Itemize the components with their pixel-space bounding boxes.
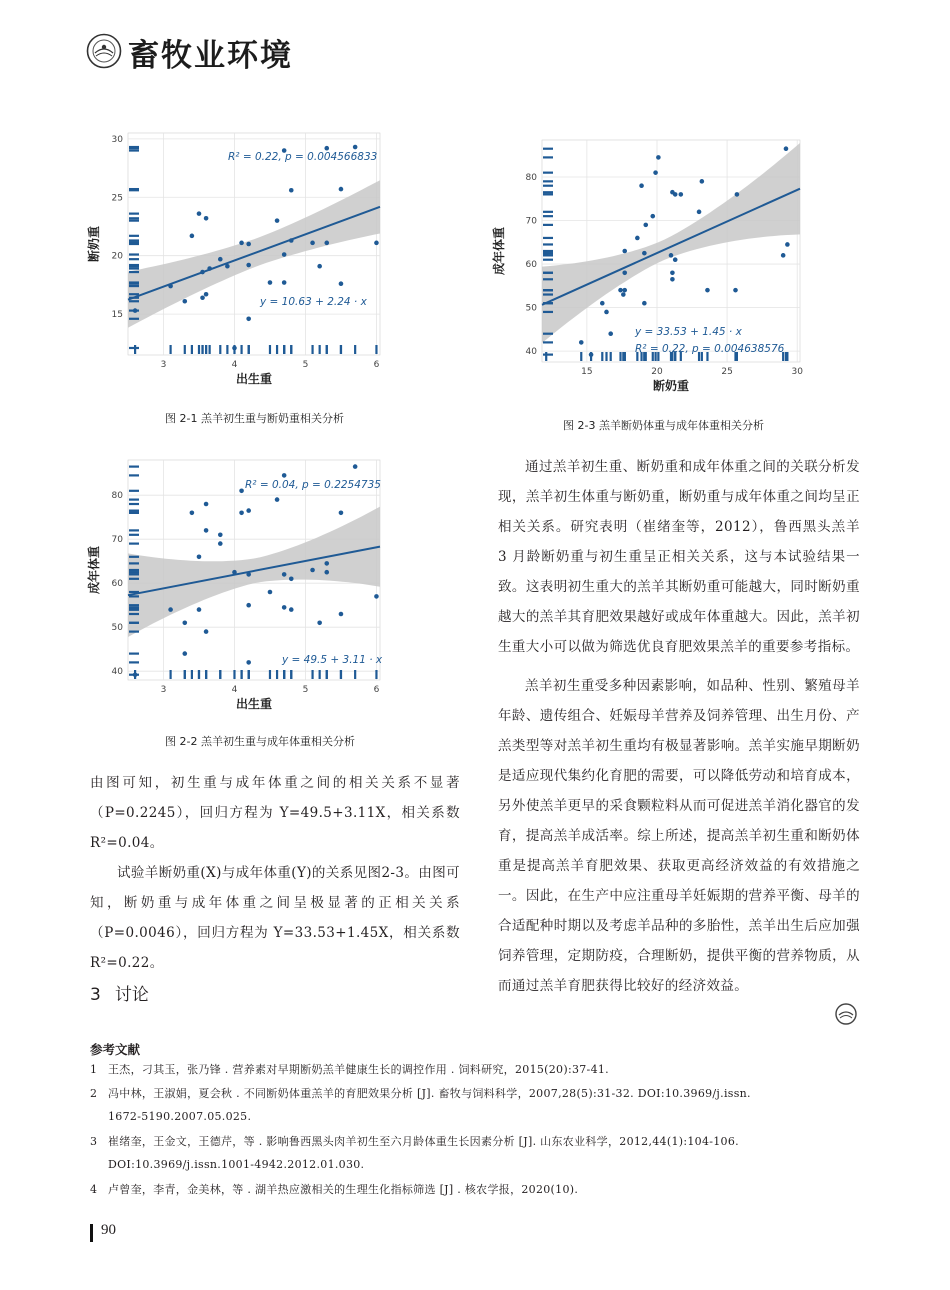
data-point <box>643 223 648 228</box>
data-point <box>200 270 205 275</box>
data-point <box>324 570 329 575</box>
caption-fig21: 图 2-1 羔羊初生重与断奶重相关分析 <box>165 412 344 425</box>
data-point <box>289 607 294 612</box>
data-point <box>207 266 212 271</box>
data-point <box>182 299 187 304</box>
x-axis-label: 出生重 <box>235 697 273 711</box>
data-point <box>218 257 223 262</box>
data-point <box>635 236 640 241</box>
x-axis-label: 出生重 <box>235 372 273 386</box>
data-point <box>781 253 786 258</box>
data-point <box>622 270 627 275</box>
data-point <box>239 489 244 494</box>
y-tick-label: 80 <box>525 173 537 183</box>
page-number-bar <box>90 1224 93 1242</box>
data-point <box>282 280 287 285</box>
data-point <box>168 607 173 612</box>
data-point <box>705 288 710 293</box>
reference-1: 1 王杰，刁其玉，张乃锋 . 营养素对早期断奶羔羊健康生长的调控作用 . 饲料研究，2015(20):37-41. <box>90 1063 609 1076</box>
x-tick-label: 6 <box>373 685 380 695</box>
data-point <box>232 346 237 351</box>
data-point <box>289 577 294 582</box>
data-point <box>197 607 202 612</box>
data-point <box>642 251 647 256</box>
data-point <box>785 242 790 247</box>
data-point <box>622 288 627 293</box>
data-point <box>673 192 678 197</box>
data-point <box>700 179 705 184</box>
data-point <box>600 301 605 306</box>
data-point <box>310 241 315 246</box>
y-axis-label: 断奶重 <box>87 225 101 263</box>
data-point <box>324 146 329 151</box>
left-text <box>90 768 460 978</box>
x-tick-label: 25 <box>721 367 733 377</box>
data-point <box>282 473 287 478</box>
x-tick-label: 4 <box>231 360 238 370</box>
chart-fig23 <box>492 130 815 410</box>
data-point <box>339 612 344 617</box>
data-point <box>735 192 740 197</box>
data-point <box>339 187 344 192</box>
data-point <box>218 533 223 538</box>
data-point <box>289 188 294 193</box>
y-tick-label: 15 <box>111 310 123 321</box>
caption-fig22: 图 2-2 羔羊初生重与成年体重相关分析 <box>165 735 355 748</box>
y-tick-label: 20 <box>111 251 123 262</box>
x-tick-label: 5 <box>302 360 309 370</box>
data-point <box>282 605 287 610</box>
end-mark-icon <box>835 1003 857 1025</box>
magazine-title: 畜牧业环境 <box>128 38 293 74</box>
data-point <box>239 241 244 246</box>
r-squared-p-value: R² = 0.04, p = 0.2254735 <box>245 479 381 491</box>
regression-equation: y = 33.53 + 1.45 · x <box>635 326 742 338</box>
data-point <box>670 270 675 275</box>
data-point <box>673 257 678 262</box>
data-point <box>353 464 358 469</box>
data-point <box>639 183 644 188</box>
section-title: 讨论 <box>114 985 149 1005</box>
data-point <box>324 241 329 246</box>
y-tick-label: 60 <box>525 260 537 271</box>
data-point <box>275 218 280 223</box>
figure-2-3 <box>492 130 815 410</box>
x-tick-label: 20 <box>651 367 663 377</box>
regression-equation: y = 49.5 + 3.11 · x <box>282 654 383 666</box>
data-point <box>653 170 658 175</box>
data-point <box>246 660 251 665</box>
data-point <box>622 249 627 254</box>
y-tick-label: 40 <box>525 347 537 358</box>
data-point <box>197 211 202 216</box>
data-point <box>190 511 195 516</box>
data-point <box>317 621 322 626</box>
data-point <box>579 340 584 345</box>
data-point <box>246 508 251 513</box>
data-point <box>374 594 379 599</box>
y-tick-label: 25 <box>111 193 123 204</box>
data-point <box>642 301 647 306</box>
data-point <box>650 214 655 219</box>
data-point <box>589 352 594 357</box>
data-point <box>182 651 187 656</box>
figure-2-2 <box>87 455 395 725</box>
data-point <box>289 238 294 243</box>
data-point <box>339 281 344 286</box>
r-squared-p-value: R² = 0.22, p = 0.004638576 <box>635 343 785 355</box>
data-point <box>310 568 315 573</box>
data-point <box>232 570 237 575</box>
data-point <box>268 590 273 595</box>
x-tick-label: 30 <box>791 367 803 377</box>
section-heading <box>90 980 163 1005</box>
data-point <box>275 497 280 502</box>
data-point <box>246 316 251 321</box>
x-tick-label: 6 <box>373 360 380 370</box>
data-point <box>697 210 702 215</box>
data-point <box>204 216 209 221</box>
data-point <box>204 629 209 634</box>
caption-fig23: 图 2-3 羔羊断奶体重与成年体重相关分析 <box>563 419 764 432</box>
data-point <box>282 252 287 257</box>
data-point <box>204 292 209 297</box>
data-point <box>374 241 379 246</box>
right-text <box>498 452 860 1001</box>
reference-2: 2 冯中林，王淑娟，夏会秋 . 不同断奶体重羔羊的育肥效果分析 [J]. 畜牧与饲料科学，2007,28(5):31-32. DOI:10.3969/j.issn. 1672-5190.2007.05.025. <box>90 1087 751 1123</box>
data-point <box>669 253 674 258</box>
data-point <box>133 672 138 677</box>
y-axis-label: 成年体重 <box>492 226 506 276</box>
left-paragraph-2: 试验羊断奶重(X)与成年体重(Y)的关系见图2-3。由图可知，断奶重与成年体重之间呈极显著的正相关关系（P=0.0046），回归方程为 Y=33.53+1.45X，相关系数 R²=0.22。 <box>90 865 460 971</box>
x-tick-label: 3 <box>160 685 167 695</box>
chart-fig21 <box>87 125 395 405</box>
y-axis-label: 成年体重 <box>87 545 101 595</box>
chart-fig22 <box>87 455 395 725</box>
data-point <box>133 308 138 313</box>
reference-4: 4 卢曾奎，李青，金美林，等 . 湖羊热应激相关的生理生化指标筛选 [J] . 核农学报，2020(10). <box>90 1183 579 1196</box>
data-point <box>239 511 244 516</box>
x-tick-label: 15 <box>581 367 593 377</box>
data-point <box>733 288 738 293</box>
data-point <box>190 234 195 239</box>
data-point <box>246 242 251 247</box>
data-point <box>604 310 609 315</box>
x-tick-label: 5 <box>302 685 309 695</box>
data-point <box>246 572 251 577</box>
data-point <box>679 192 684 197</box>
right-paragraph-2: 羔羊初生重受多种因素影响，如品种、性别、繁殖母羊年龄、遗传组合、妊娠母羊营养及饲养管理、出生月份、产羔类型等对羔羊初生重均有极显著影响。羔羊实施早期断奶是适应现代集约化育肥的需要，可以降低劳动和培育成本，另外使羔羊更早的采食颗粒料从而可促进羔羊消化器官的发育，提高羔羊成活率。综上所述，提高羔羊初生重和断奶体重是提高羔羊育肥效果、获取更高经济效益的有效措施之一。因此，在生产中应注重母羊妊娠期的营养平衡、母羊的合适配种时期以及考虑羊品种的多胎性，羔羊出生后应加强饲养管理，定期防疫，合理断奶，提供平衡的营养物质，从而通过羔羊育肥获得比较好的经济效益。 <box>498 678 860 994</box>
data-point <box>168 284 173 289</box>
data-point <box>784 146 789 151</box>
y-tick-label: 50 <box>111 623 123 634</box>
y-tick-label: 70 <box>111 535 123 546</box>
data-point <box>225 264 230 269</box>
references-title: 参考文献 <box>90 1042 141 1057</box>
data-point <box>204 528 209 533</box>
data-point <box>218 541 223 546</box>
y-tick-label: 50 <box>525 303 537 314</box>
y-tick-label: 80 <box>111 491 123 502</box>
journal-logo <box>86 33 122 69</box>
data-point <box>182 621 187 626</box>
y-tick-label: 70 <box>525 216 537 227</box>
data-point <box>656 155 661 160</box>
data-point <box>339 511 344 516</box>
regression-equation: y = 10.63 + 2.24 · x <box>260 296 367 308</box>
data-point <box>670 277 675 282</box>
y-tick-label: 40 <box>111 667 123 678</box>
data-point <box>544 251 549 256</box>
data-point <box>246 603 251 608</box>
page-number: 90 <box>101 1222 116 1238</box>
section-number: 3 <box>90 985 101 1005</box>
data-point <box>317 264 322 269</box>
data-point <box>200 295 205 300</box>
reference-3: 3 崔绪奎，王金文，王德芹，等 . 影响鲁西黑头肉羊初生至六月龄体重生长因素分析 [J]. 山东农业科学，2012,44(1):104-106. DOI:10.3969/j.issn.1001-4942.2012.01.030. <box>90 1135 739 1171</box>
right-paragraph-1: 通过羔羊初生重、断奶重和成年体重之间的关联分析发现，羔羊初生体重与断奶重，断奶重与成年体重之间均呈正相关关系。研究表明（崔绪奎等，2012），鲁西黑头羔羊 3 月龄断奶重与初生重呈正相关关系，这与本试验结果一致。这表明初生重大的羔羊其断奶重可能越大，同时断奶重越大的羔羊其育肥效果越好或成年体重越大。因此，羔羊初生重大小可以做为筛选优良育肥效果羔羊的重要参考指标。 <box>498 459 860 655</box>
data-point <box>204 502 209 507</box>
data-point <box>197 555 202 560</box>
r-squared-p-value: R² = 0.22, p = 0.004566833 <box>228 151 378 163</box>
x-tick-label: 3 <box>160 360 167 370</box>
y-tick-label: 60 <box>111 579 123 590</box>
left-paragraph-1: 由图可知，初生重与成年体重之间的相关关系不显著（P=0.2245），回归方程为 Y=49.5+3.11X，相关系数 R²=0.04。 <box>90 775 460 851</box>
data-point <box>324 561 329 566</box>
data-point <box>353 145 358 150</box>
data-point <box>608 331 613 336</box>
data-point <box>282 572 287 577</box>
y-tick-label: 30 <box>111 134 123 145</box>
data-point <box>268 280 273 285</box>
data-point <box>618 288 623 293</box>
x-axis-label: 断奶重 <box>652 379 690 393</box>
data-point <box>246 263 251 268</box>
data-point <box>621 292 626 297</box>
figure-2-1 <box>87 125 395 405</box>
x-tick-label: 4 <box>231 685 238 695</box>
